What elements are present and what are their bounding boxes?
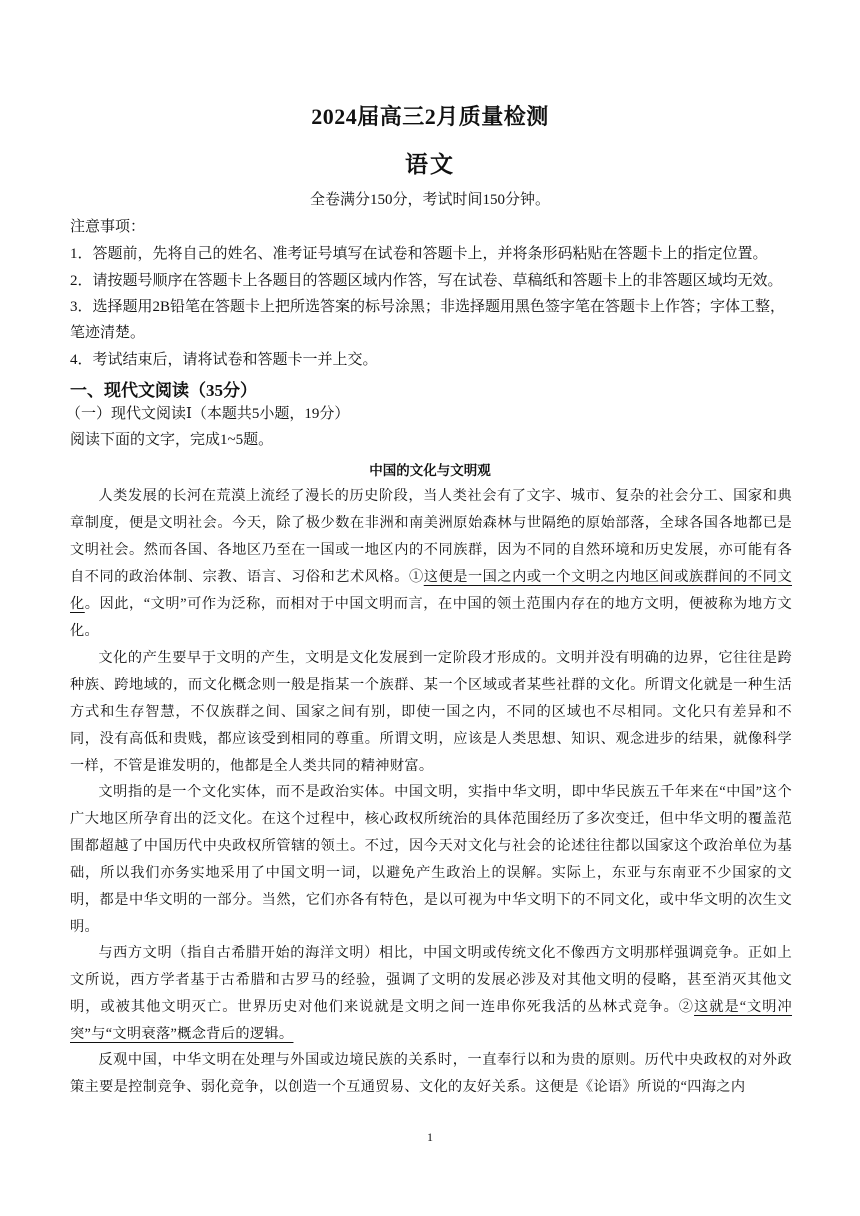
notice-item-3-line-1: 3．选择题用2B铅笔在答题卡上把所选答案的标号涂黑；非选择题用黑色签字笔在答题卡上作答；字体工整， <box>70 299 786 315</box>
score-info: 全卷满分150分，考试时间150分钟。 <box>309 192 550 208</box>
article-paragraph-1 <box>70 483 792 644</box>
reading-instruction: 阅读下面的文字，完成1~5题。 <box>70 432 274 448</box>
subject-title: 语文 <box>405 152 455 177</box>
paragraph-text: 。因此，“文明”可作为泛称，而相对于中国文明而言，在中国的领土范围内存在的地方文明，便被称为地方文化。 <box>70 595 792 639</box>
underlined-sentence-1: 这便是一国之内或一个文明之内地区间或族群间的不同文化 <box>70 568 792 612</box>
article-title: 中国的文化与文明观 <box>369 463 491 478</box>
article-paragraph-3: 文明指的是一个文化实体，而不是政治实体。中国文明，实指中华文明，即中华民族五千年来在“中国”这个广大地区所孕育出的泛文化。在这个过程中，核心政权所统治的具体范围经历了多次变迁，但中华文明的覆盖范围都超越了中国历代中央政权所管辖的领土。不过，因今天对文化与社会的论述往往都以国家这个政治单位为基础，所以我们亦务实地采用了中国文明一词，以避免产生政治上的误解。实际上，东亚与东南亚不少国家的文明，都是中华文明的一部分。当然，它们亦各有特色，是以可视为中华文明下的不同文化，或中华文明的次生文明。 <box>70 784 792 935</box>
article-paragraph-2: 文化的产生要早于文明的产生，文明是文化发展到一定阶段才形成的。文明并没有明确的边界，它往往是跨种族、跨地域的，而文化概念则一般是指某一个族群、某一个区域或者某些社群的文化。所谓文化就是一种生活方式和生存智慧，不仅族群之间、国家之间有别，即使一国之内，不同的区域也不尽相同。文化只有差异和不同，没有高低和贵贱，都应该受到相同的尊重。所谓文明，应该是人类思想、知识、观念进步的结果，就像科学一样，不管是谁发明的，他都是全人类共同的精神财富。 <box>70 650 792 774</box>
section-subheading: （一）现代文阅读Ⅰ（本题共5小题，19分） <box>66 406 350 422</box>
underlined-sentence-2: 这就是“文明冲突”与“文明衰落”概念背后的逻辑。 <box>70 998 792 1042</box>
page-number: 1 <box>427 1130 433 1144</box>
exam-title: 2024届高三2月质量检测 <box>311 104 549 129</box>
marker-2: ② <box>678 998 695 1015</box>
section-heading: 一、现代文阅读（35分） <box>70 381 257 400</box>
paragraph-text: 人类发展的长河在荒漠上流经了漫长的历史阶段，当人类社会有了文字、城市、复杂的社会分工、国家和典章制度，便是文明社会。今天，除了极少数在非洲和南美洲原始森林与世隔绝的原始部落，全球各国各地都已是文明社会。然而各国、各地区乃至在一国或一地区内的不同族群，因为不同的自然环境和历史发展，亦可能有各自不同的政治体制、宗教、语言、习俗和艺术风格。 <box>70 488 792 585</box>
marker-1: ① <box>408 568 424 585</box>
article-paragraph-5: 反观中国，中华文明在处理与外国或边境民族的关系时，一直奉行以和为贵的原则。历代中央政权的对外政策主要是控制竞争、弱化竞争，以创造一个互通贸易、文化的友好关系。这便是《论语》所说的“四海之内 <box>70 1052 792 1095</box>
notice-heading: 注意事项： <box>70 219 146 235</box>
notice-item-2: 2．请按题号顺序在答题卡上各题目的答题区域内作答，写在试卷、草稿纸和答题卡上的非答题区域均无效。 <box>70 273 783 289</box>
article-paragraph-4 <box>70 940 792 1048</box>
notice-item-1: 1．答题前，先将自己的姓名、准考证号填写在试卷和答题卡上，并将条形码粘贴在答题卡上的指定位置。 <box>70 246 768 262</box>
paragraph-text: 与西方文明（指自古希腊开始的海洋文明）相比，中国文明或传统文化不像西方文明那样强调竞争。正如上文所说，西方学者基于古希腊和古罗马的经验，强调了文明的发展必涉及对其他文明的侵略，甚至消灭其他文明，或被其他文明灭亡。世界历史对他们来说就是文明之间一连串你死我活的丛林式竞争。 <box>70 945 792 1015</box>
notice-item-3-line-2: 笔迹清楚。 <box>70 325 146 341</box>
notice-item-4: 4．考试结束后，请将试卷和答题卡一并上交。 <box>70 352 378 368</box>
